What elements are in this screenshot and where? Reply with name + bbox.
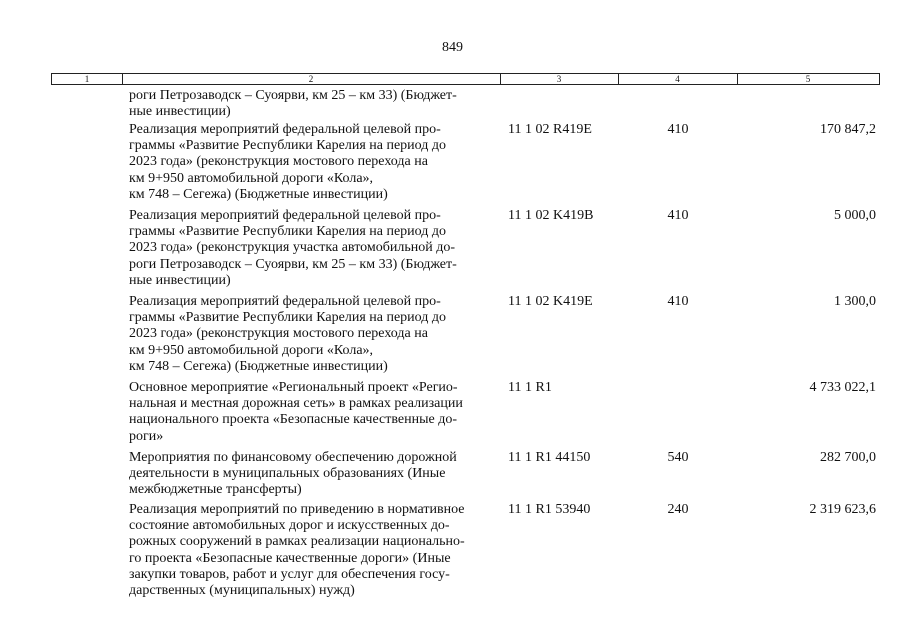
row-code: 11 1 R1 53940: [508, 502, 591, 517]
row-code: 11 1 02 K419E: [508, 294, 593, 309]
page-number: 849: [442, 40, 463, 55]
description-line: граммы «Развитие Республики Карелия на период до: [129, 310, 447, 326]
header-col-5: 5: [805, 74, 811, 84]
row-code: 11 1 R1 44150: [508, 450, 591, 465]
row-description: [129, 502, 509, 599]
row-description: [129, 294, 509, 375]
header-col-1: 1: [84, 74, 90, 84]
description-line: ные инвестиции): [129, 272, 231, 288]
description-line: роги»: [129, 428, 164, 444]
row-expense-type: 410: [667, 208, 689, 223]
description-line: 2023 года» (реконструкция мостового перехода на: [129, 154, 428, 170]
row-amount: 1 300,0: [834, 294, 876, 309]
description-line: км 9+950 автомобильной дороги «Кола»,: [129, 342, 374, 358]
row-expense-type: 540: [667, 450, 689, 465]
description-line: Реализация мероприятий по приведению в нормативное: [129, 502, 465, 517]
description-line: дарственных (муниципальных) нужд): [129, 583, 355, 599]
row-amount: 4 733 022,1: [809, 380, 876, 395]
description-line: Основное мероприятие «Региональный проект «Регио-: [129, 380, 458, 395]
description-line: км 748 – Сегежа) (Бюджетные инвестиции): [129, 186, 388, 202]
row-description: [129, 122, 509, 203]
row-code: 11 1 02 K419B: [508, 208, 594, 223]
row-expense-type: 240: [667, 502, 689, 517]
header-col-2: 2: [308, 74, 314, 84]
description-line: Мероприятия по финансовому обеспечению дорожной: [129, 450, 457, 465]
description-line: роги Петрозаводск – Суоярви, км 25 – км 33) (Бюджет-: [129, 88, 457, 103]
row-description: [129, 450, 509, 499]
header-col-3: 3: [556, 74, 562, 84]
description-line: национального проекта «Безопасные качественные до-: [129, 412, 457, 428]
description-line: нальная и местная дорожная сеть» в рамках реализации: [129, 396, 463, 412]
description-line: км 9+950 автомобильной дороги «Кола»,: [129, 170, 374, 186]
header-col-4: 4: [675, 74, 680, 84]
description-line: роги Петрозаводск – Суоярви, км 25 – км 33) (Бюджет-: [129, 256, 457, 272]
row-amount: 2 319 623,6: [809, 502, 876, 517]
row-description: [129, 380, 509, 445]
table-header: [51, 73, 880, 85]
description-line: деятельности в муниципальных образованиях (Иные: [129, 466, 446, 482]
description-line: межбюджетные трансферты): [129, 482, 302, 498]
description-line: 2023 года» (реконструкция мостового перехода на: [129, 326, 428, 342]
description-line: ные инвестиции): [129, 104, 231, 120]
row-amount: 170 847,2: [820, 122, 876, 137]
row-expense-type: 410: [667, 122, 689, 137]
description-line: рожных сооружений в рамках реализации национально-: [129, 534, 465, 550]
row-amount: 282 700,0: [820, 450, 876, 465]
description-line: граммы «Развитие Республики Карелия на период до: [129, 138, 447, 154]
description-line: Реализация мероприятий федеральной целевой про-: [129, 208, 441, 223]
description-line: граммы «Развитие Республики Карелия на период до: [129, 224, 447, 240]
row-code: 11 1 R1: [508, 380, 552, 395]
row-description: [129, 208, 509, 289]
description-line: состояние автомобильных дорог и искусственных до-: [129, 518, 450, 534]
row-code: 11 1 02 R419E: [508, 122, 592, 137]
row-amount: 5 000,0: [834, 208, 876, 223]
row-expense-type: 410: [667, 294, 689, 309]
description-line: Реализация мероприятий федеральной целевой про-: [129, 294, 441, 309]
description-line: 2023 года» (реконструкция участка автомобильной до-: [129, 240, 455, 256]
row-description: [129, 88, 509, 120]
description-line: го проекта «Безопасные качественные дороги» (Иные: [129, 550, 451, 566]
description-line: закупки товаров, работ и услуг для обеспечения госу-: [129, 566, 450, 582]
description-line: Реализация мероприятий федеральной целевой про-: [129, 122, 441, 137]
description-line: км 748 – Сегежа) (Бюджетные инвестиции): [129, 358, 388, 374]
